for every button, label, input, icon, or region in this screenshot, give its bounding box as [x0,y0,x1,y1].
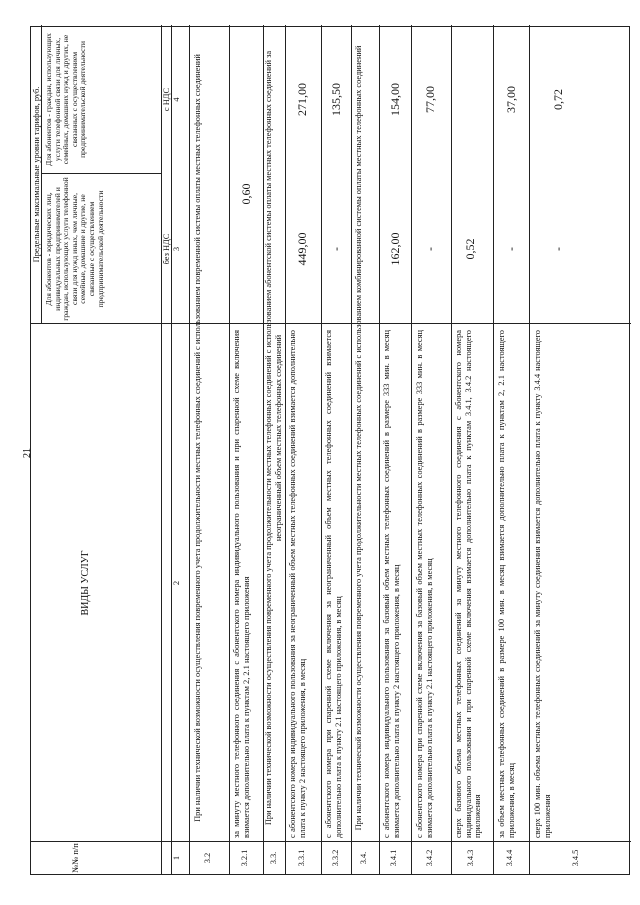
row-value-no-vat: 162,00 [388,232,402,266]
services-header: ВИДЫ УСЛУГ [80,550,91,616]
row-value-no-vat: - [504,247,518,251]
row-number: 3.4.1 [389,849,398,867]
row-value-with-vat: 154,00 [388,83,402,116]
row-value-with-vat: 77,00 [423,86,437,113]
row-value-with-vat: 271,00 [295,83,309,116]
num-header: №№ п/п [71,843,80,873]
row-value-no-vat: 449,00 [295,232,309,266]
tariff-table [30,26,630,875]
with-vat-label: с НДС [162,87,171,112]
row-number: 3.2.1 [240,849,249,867]
section-text: При наличии технической возможности осуществления повременного учета продолжительности местных телефонных соединений с использованием абонентской системы оплаты местных телефонных соединений за неограниченный объем местных телефонных соединений [264,50,283,826]
row-text: с абонентского номера индивидуального пользования за неограниченный объем местных телефонных соединений взимается дополнительно плата к пункту 2 настоящего приложения, в месяц [288,330,307,838]
row-value-no-vat: 0,60 [239,183,253,205]
row-value-no-vat: - [329,247,343,251]
tariff-header: Предельные максимальные уровни тарифов, руб. [32,86,41,263]
col-citizen-header: Для абонентов - граждан, использующих услуги телефонной связи для личных, семейных, домашних нужд и других, не связанных с осуществлением предпринимательской деятельности [44,33,88,166]
row-text: сверх 100 мин. объема местных телефонных соединений за минуту соединения взимается дополнительно плата к пункту 3.4.4 настоящего приложения [533,330,552,838]
section-text: При наличии технической возможности осуществления повременного учета продолжительности местных телефонных соединений с использованием комбинированной системы оплаты местных телефонных соединений [354,45,363,831]
row-number: 3.4.5 [571,849,580,867]
row-value-with-vat: 37,00 [504,86,518,113]
row-number: 3.2 [203,852,212,864]
no-vat-label: без НДС [162,233,171,265]
row-text: с абонентского номера индивидуального пользования за базовый объем местных телефонных соединений в размере 333 мин. в месяц взимается дополнительно плата к пункту 2 настоящего приложения, в месяц [382,330,401,838]
row-number: 3.4.2 [425,849,434,867]
row-value-no-vat: 0,52 [463,238,477,260]
col-legal-header: Для абонентов - юридических лиц, индивидуальных предпринимателей и граждан, использующих услуги телефонной связи для нужд иных, чем личные, семейные, домашние и другие, не связанные с осуществлением предпринимательской деятельности [44,177,105,321]
col-number-2: 2 [172,580,181,586]
col-number-1: 1 [172,855,181,861]
page-number: 21 [22,448,33,458]
row-text: за минуту местного телефонного соединения с абонентского номера индивидуального пользования и при спаренной схеме включения взимается дополнительно плата к пунктам 2, 2.1 настоящего приложения [232,330,251,838]
col-number-3: 3 [172,246,181,252]
row-number: 3.3.1 [297,849,306,867]
row-number: 3.4. [359,851,368,865]
row-text: сверх базового объема местных телефонных соединений за минуту местного телефонного соединения с абонентского номера индивидуального пользования и при спаренной схеме включения взимается дополнительно плата к пунктам 3.4.1, 3.4.2 настоящего приложения [454,330,483,838]
row-number: 3.3. [269,851,278,865]
row-text: за объем местных телефонных соединений в размере 100 мин. в месяц взимается дополнительно плата к пунктам 2, 2.1 настоящего приложения, в месяц [497,330,516,838]
row-value-with-vat: 0,72 [551,89,565,110]
row-value-no-vat: - [423,247,437,251]
col-number-4: 4 [172,97,181,102]
section-text: При наличии технической возможности осуществления повременного учета продолжительности местных телефонных соединений с использованием повременной системы оплаты местных телефонных соединений [193,54,202,822]
row-number: 3.4.3 [466,849,475,867]
row-text: с абонентского номера при спаренной схеме включения за неограниченный объем местных телефонных соединений взимается дополнительно плата к пункту 2.1 настоящего приложения, в месяц [324,330,343,838]
row-value-with-vat: 135,50 [329,83,343,116]
row-number: 3.3.2 [331,849,340,867]
row-number: 3.4.4 [505,849,514,867]
row-value-no-vat: - [551,247,565,251]
row-text: с абонентского номера при спаренной схеме включения за базовый объем местных телефонных соединений в размере 333 мин. в месяц взимается дополнительно плата к пункту 2.1 настоящего приложения, в месяц [415,330,434,838]
